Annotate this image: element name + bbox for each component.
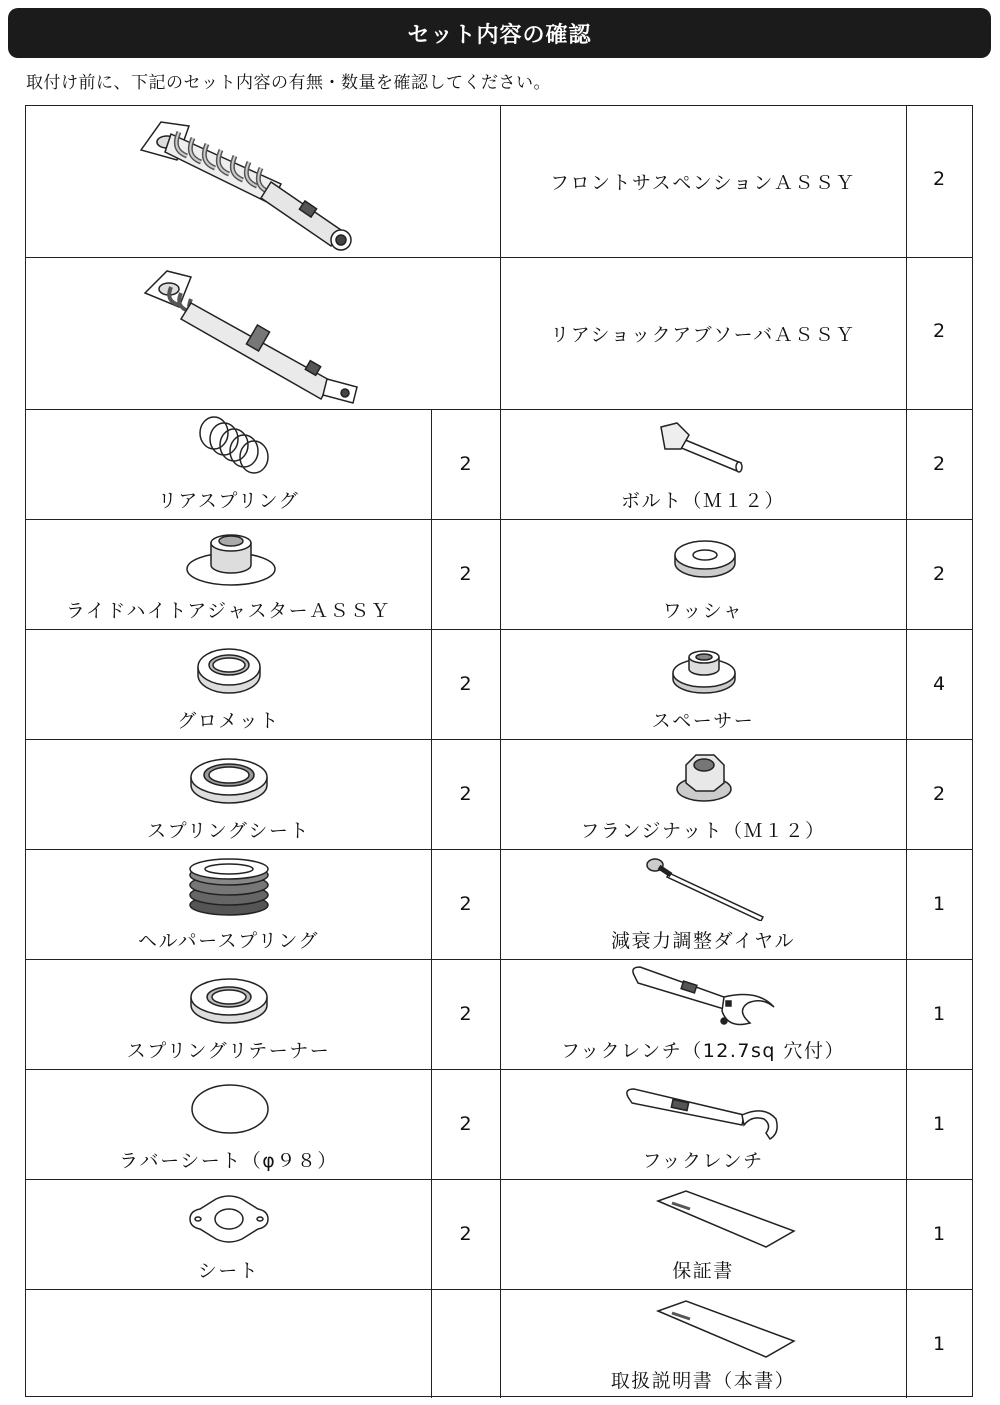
- table-row: [906, 409, 972, 519]
- item-quantity: 2: [932, 320, 946, 342]
- spring-retainer-icon: [188, 973, 270, 1027]
- item-quantity: 1: [932, 1113, 946, 1135]
- table-row: [26, 629, 431, 739]
- item-quantity: 2: [932, 563, 946, 585]
- table-row: [26, 1179, 431, 1289]
- grommet-icon: [194, 643, 264, 697]
- item-quantity: 2: [459, 893, 472, 915]
- rear-shock-absorber-icon: [131, 263, 371, 405]
- table-row: [500, 1289, 906, 1398]
- item-name: リアショックアブソーバＡＳＳＹ: [550, 324, 856, 346]
- item-quantity: 1: [932, 893, 946, 915]
- item-name: フックレンチ: [642, 1150, 764, 1172]
- item-name: 取扱説明書（本書）: [610, 1370, 796, 1392]
- rubber-sheet-icon: [190, 1083, 270, 1135]
- item-quantity: 2: [459, 1223, 472, 1245]
- item-quantity: 1: [932, 1333, 946, 1355]
- item-name: シート: [197, 1260, 260, 1282]
- table-row: [26, 257, 500, 409]
- table-row: [906, 1179, 972, 1289]
- table-row: [500, 959, 906, 1069]
- item-name: ラバーシート（φ９８）: [119, 1150, 338, 1172]
- bolt-icon: [655, 421, 755, 475]
- table-row: [431, 849, 500, 959]
- item-name: スプリングリテーナー: [126, 1040, 331, 1062]
- item-quantity: 2: [459, 1113, 472, 1135]
- section-title-bar: [8, 8, 991, 58]
- table-row: [500, 409, 906, 519]
- intro-text: 取付け前に、下記のセット内容の有無・数量を確認してください。: [26, 73, 551, 93]
- front-suspension-icon: [131, 112, 371, 254]
- item-name: スプリングシート: [147, 820, 310, 842]
- table-row: [431, 959, 500, 1069]
- table-row: [431, 629, 500, 739]
- item-quantity: 2: [932, 783, 946, 805]
- item-quantity: 2: [459, 453, 472, 475]
- item-quantity: 1: [932, 1003, 946, 1025]
- item-quantity: 2: [932, 168, 946, 190]
- table-row: [431, 1069, 500, 1179]
- table-row: [906, 106, 972, 257]
- table-row: [500, 629, 906, 739]
- table-row: [906, 959, 972, 1069]
- item-quantity: 1: [932, 1223, 946, 1245]
- table-row: [431, 1179, 500, 1289]
- damping-adjust-dial-icon: [639, 855, 769, 921]
- washer-icon: [673, 537, 737, 583]
- item-name: スペーサー: [651, 710, 755, 732]
- item-quantity: 2: [459, 673, 472, 695]
- item-name: フロントサスペンションＡＳＳＹ: [550, 172, 856, 194]
- item-quantity: 2: [932, 453, 946, 475]
- table-row: [26, 409, 431, 519]
- table-row: [906, 629, 972, 739]
- table-row: [500, 1069, 906, 1179]
- section-title: セット内容の確認: [407, 22, 592, 48]
- table-row: [431, 519, 500, 629]
- item-quantity: 2: [459, 783, 472, 805]
- table-row: [906, 1289, 972, 1398]
- table-row: [500, 739, 906, 849]
- warranty-document-icon: [650, 1187, 796, 1251]
- table-row: [431, 409, 500, 519]
- table-row: [500, 849, 906, 959]
- table-row: [906, 849, 972, 959]
- item-quantity: 2: [459, 563, 472, 585]
- table-row: [906, 519, 972, 629]
- sheet-plate-icon: [186, 1193, 272, 1245]
- table-row: [431, 739, 500, 849]
- item-quantity: 4: [932, 673, 946, 695]
- table-row: [906, 257, 972, 409]
- item-name: フランジナット（Ｍ１２）: [580, 820, 826, 842]
- table-row: [906, 1069, 972, 1179]
- rear-spring-icon: [186, 413, 276, 483]
- item-name: ワッシャ: [662, 600, 744, 622]
- item-name: ライドハイトアジャスターＡＳＳＹ: [65, 600, 392, 622]
- table-row: [26, 739, 431, 849]
- table-row: [500, 257, 906, 409]
- flange-nut-icon: [674, 749, 734, 807]
- table-row: [26, 519, 431, 629]
- table-row: [431, 1289, 500, 1398]
- spring-seat-icon: [188, 753, 270, 807]
- table-row: [26, 106, 500, 257]
- table-row: [26, 1069, 431, 1179]
- item-name: ボルト（Ｍ１２）: [620, 490, 785, 512]
- item-name: 減衰力調整ダイヤル: [611, 930, 795, 952]
- item-name: ヘルパースプリング: [137, 930, 320, 952]
- helper-spring-icon: [186, 855, 272, 919]
- table-row: [26, 959, 431, 1069]
- item-quantity: 2: [459, 1003, 472, 1025]
- hook-wrench-icon: [624, 1075, 784, 1141]
- item-name: フックレンチ（12.7sq 穴付）: [561, 1040, 845, 1062]
- item-name: 保証書: [672, 1260, 734, 1282]
- table-row: [500, 519, 906, 629]
- item-name: リアスプリング: [157, 490, 300, 512]
- table-row: [26, 849, 431, 959]
- hook-wrench-square-hole-icon: [628, 963, 778, 1033]
- table-row: [500, 1179, 906, 1289]
- table-row: [26, 1289, 431, 1398]
- table-row: [906, 739, 972, 849]
- parts-list-table: [25, 105, 973, 1397]
- item-name: グロメット: [177, 710, 280, 732]
- ride-height-adjuster-icon: [181, 523, 281, 589]
- spacer-icon: [669, 643, 739, 697]
- instruction-manual-icon: [650, 1297, 796, 1361]
- table-row: [500, 106, 906, 257]
